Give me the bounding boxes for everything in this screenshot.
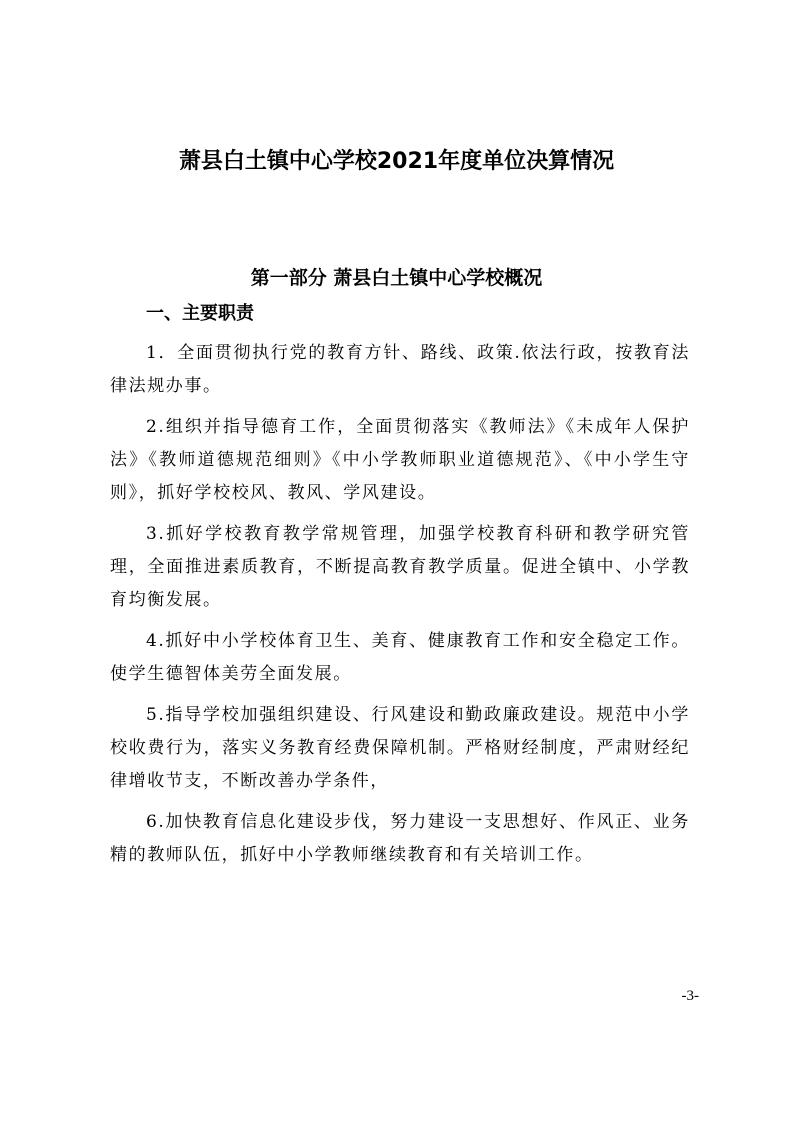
duty-paragraph-6: 6.加快教育信息化建设步伐，努力建设一支思想好、作风正、业务精的教师队伍，抓好中小学教师继续教育和有关培训工作。 xyxy=(110,812,690,865)
part-heading: 第一部分 萧县白土镇中心学校概况 xyxy=(250,267,543,289)
section-heading: 一、主要职责 xyxy=(146,303,254,324)
duty-paragraph-4: 4.抓好中小学校体育卫生、美育、健康教育工作和安全稳定工作。使学生德智体美劳全面发展。 xyxy=(110,631,690,684)
body-text xyxy=(110,337,690,880)
duty-paragraph-5: 5.指导学校加强组织建设、行风建设和勤政廉政建设。规范中小学校收费行为，落实义务教育经费保障机制。严格财经制度，严肃财经纪律增收节支，不断改善办学条件， xyxy=(110,705,690,791)
document-title: 萧县白土镇中心学校2021年度单位决算情况 xyxy=(178,149,615,174)
duty-paragraph-2: 2.组织并指导德育工作，全面贯彻落实《教师法》《未成年人保护法》《教师道德规范细则》《中小学教师职业道德规范》、《中小学生守则》，抓好学校校风、教风、学风建设。 xyxy=(110,417,690,503)
duty-paragraph-1: 1．全面贯彻执行党的教育方针、路线、政策.依法行政，按教育法律法规办事。 xyxy=(110,343,690,396)
page-number: -3- xyxy=(681,988,699,1004)
duty-paragraph-3: 3.抓好学校教育教学常规管理，加强学校教育科研和教学研究管理，全面推进素质教育，不断提高教育教学质量。促进全镇中、小学教育均衡发展。 xyxy=(110,524,690,610)
